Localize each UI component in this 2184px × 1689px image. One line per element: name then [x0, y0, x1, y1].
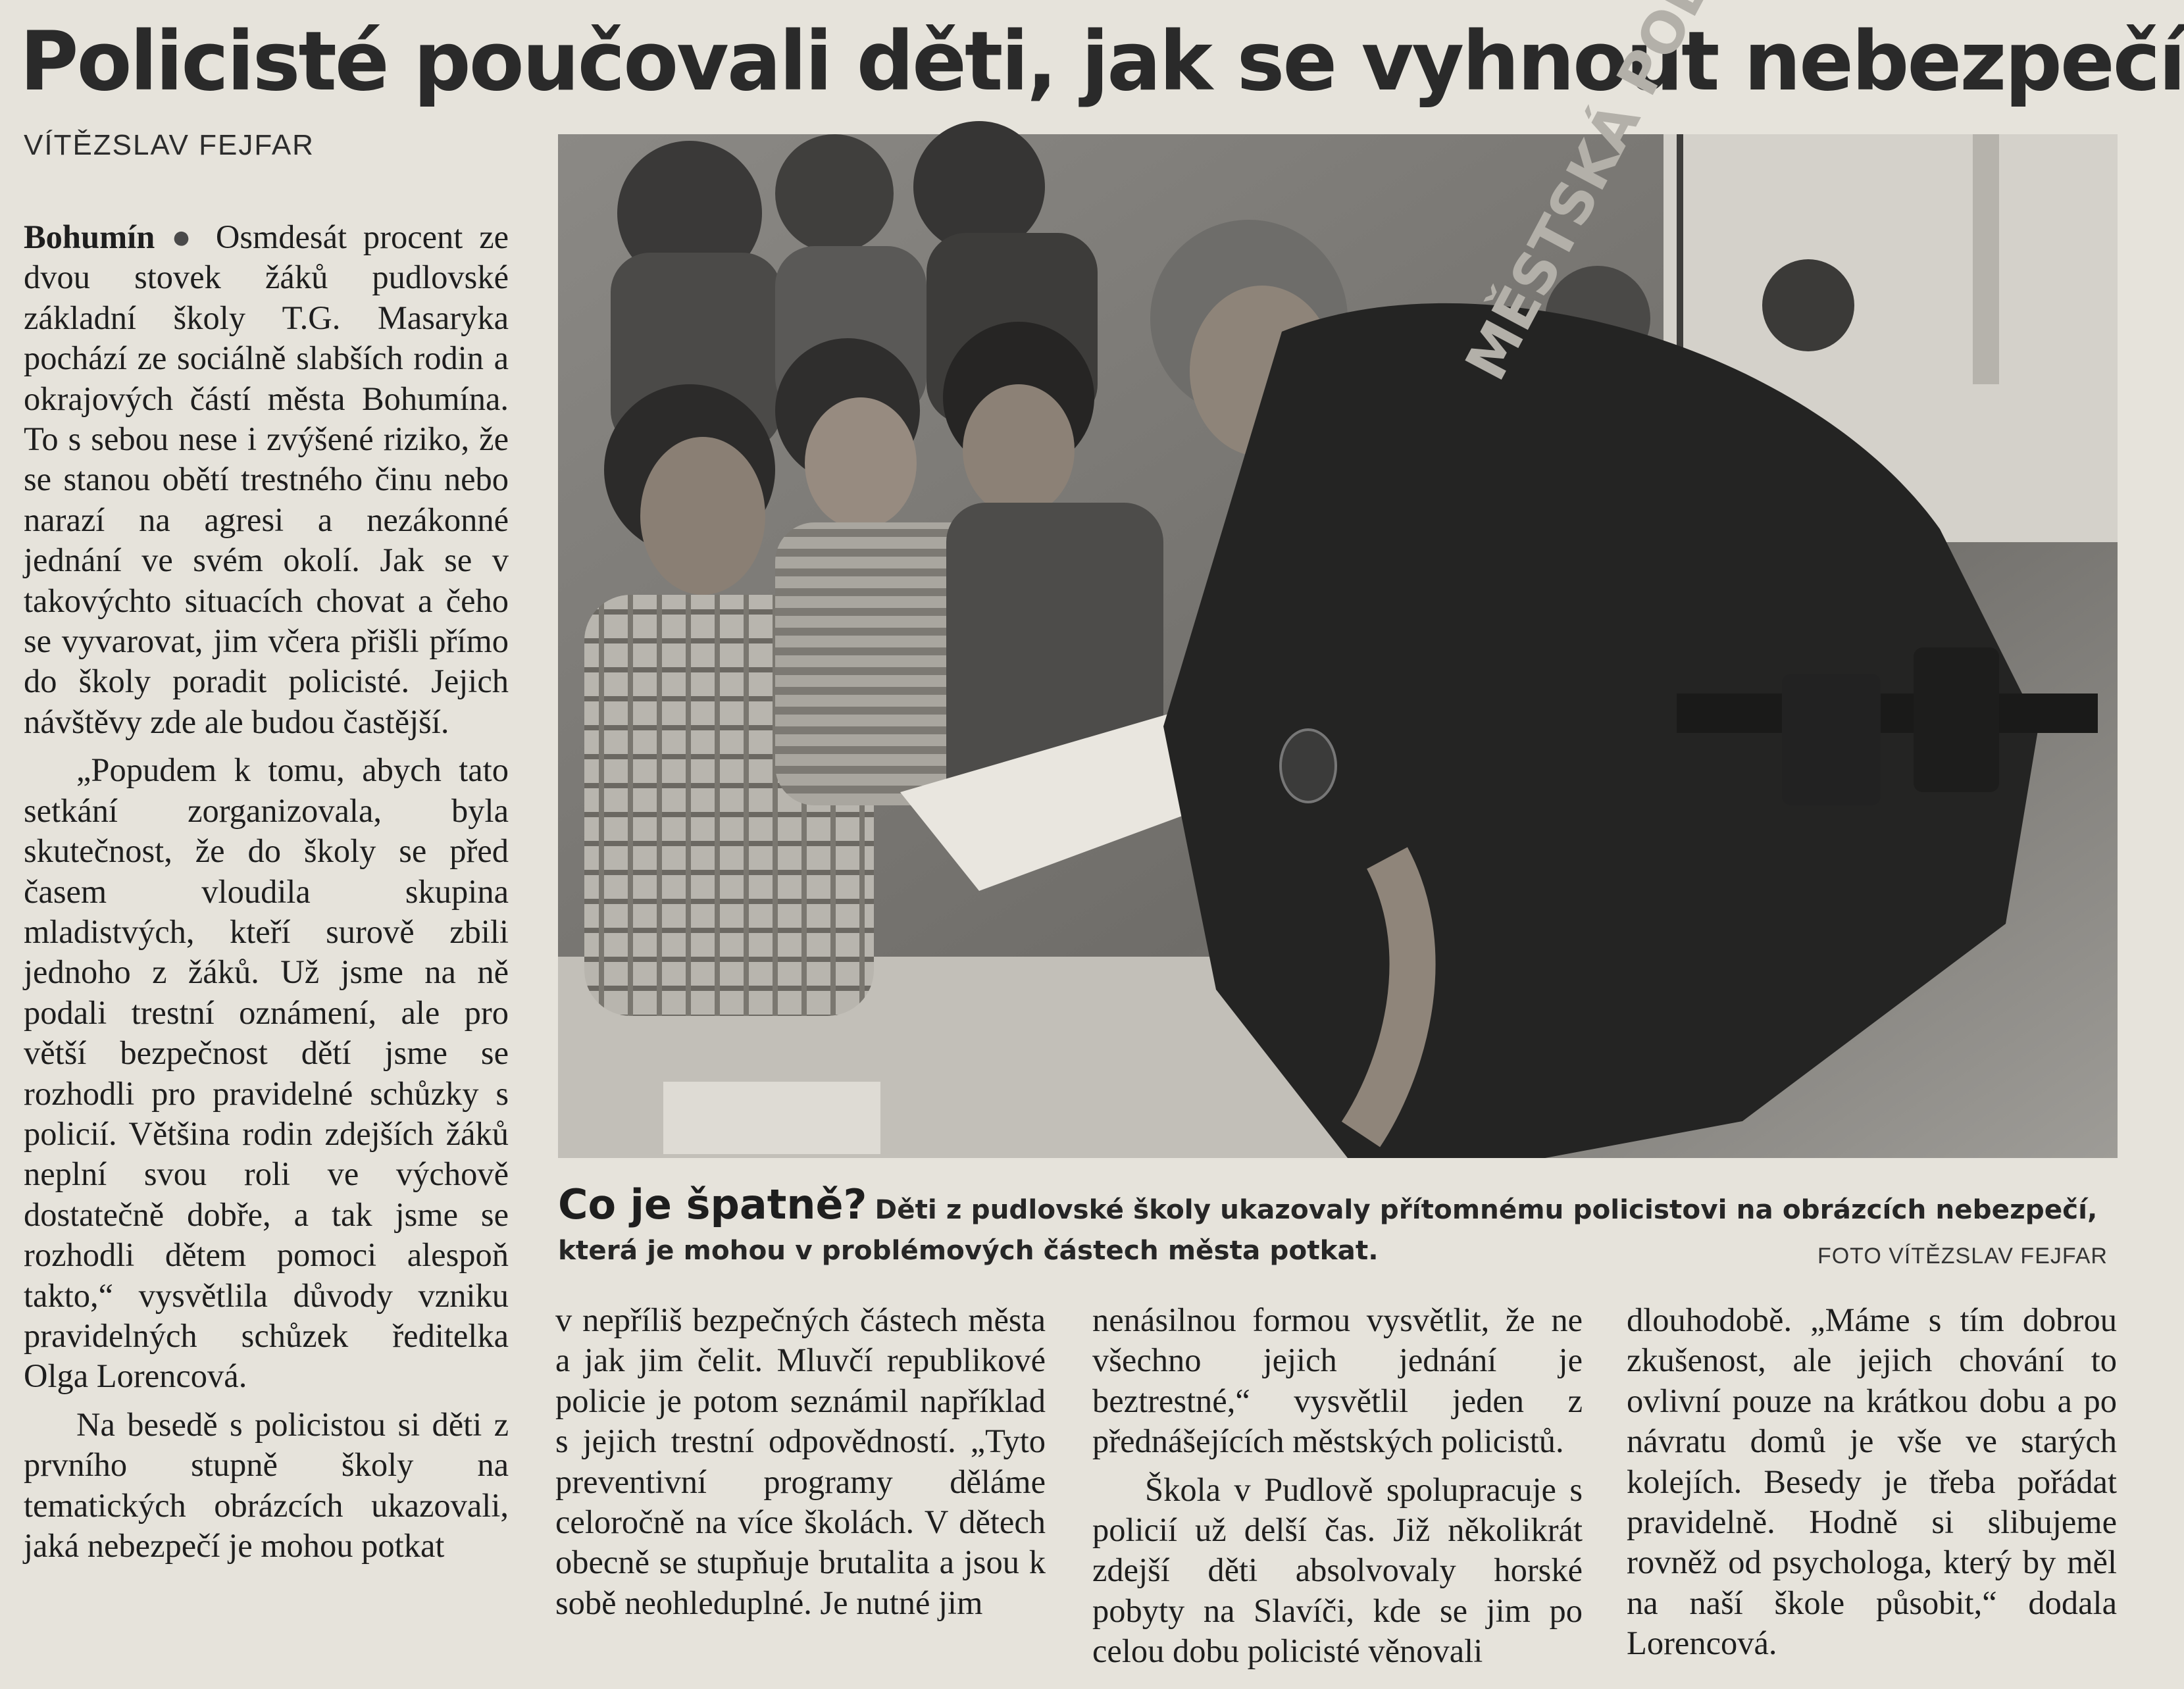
- headline: Policisté poučovali děti, jak se vyhnout nebezpečí: [20, 14, 2184, 109]
- paragraph-5: nenásilnou formou vysvětlit, že ne všechno jejich jednání je beztrestné,“ vysvětlil jeden z přednášejících městských policistů.: [1092, 1301, 1583, 1460]
- paragraph-6: Škola v Pudlově spolupracuje s policií už delší čas. Již několikrát zdejší děti absolvovaly horské pobyty na Slavíči, kde se jim po celou dobu policisté věnovali: [1092, 1471, 1583, 1670]
- photo-credit: FOTO VÍTĚZSLAV FEJFAR: [1817, 1244, 2108, 1269]
- dateline-bullet: ●: [171, 218, 199, 255]
- article-column-3: [1092, 1300, 1583, 1672]
- article-column-1: [24, 217, 509, 1566]
- caption-text: Děti z pudlovské školy ukazovaly přítomnému policistovi na obrázcích nebezpečí, která je mohou v problémových částech města potkat.: [558, 1194, 2098, 1266]
- paragraph-1: [24, 217, 509, 742]
- byline: VÍTĚZSLAV FEJFAR: [24, 129, 315, 161]
- paragraph-4: v nepříliš bezpečných částech města a jak jim čelit. Mluvčí republikové policie je potom seznámil například s jejich trestní odpovědností. „Tyto preventivní programy děláme celoročně na více školách. V dětech obecně se stupňuje brutalita a jsou k sobě neohleduplné. Je nutné jim: [555, 1301, 1046, 1621]
- caption-title: Co je špatně?: [558, 1180, 867, 1228]
- paragraph-3: Na besedě s policistou si děti z prvního stupně školy na tematických obrázcích ukazovali, jaká nebezpečí je mohou potkat: [24, 1405, 509, 1564]
- paragraph-7: dlouhodobě. „Máme s tím dobrou zkušenost, ale jejich chování to ovlivní pouze na krátkou dobu a po návratu domů je vše ve starých kolejích. Besedy je třeba pořádat pravidelně. Hodně si slibujeme rovněž od psychologa, který by měl na naší škole působit,“ dodala Lorencová.: [1627, 1301, 2117, 1662]
- dateline: Bohumín: [24, 218, 155, 255]
- photo-police-officer-with-children: [558, 134, 2118, 1158]
- article-column-4: [1627, 1300, 2117, 1664]
- news-photo: [558, 134, 2118, 1158]
- article-column-2: [555, 1300, 1046, 1623]
- paragraph-1-text: Osmdesát procent ze dvou stovek žáků pudlovské základní školy T.G. Masaryka pochází ze sociálně slabších rodin a okrajových částí města Bohumína. To s sebou nese i zvýšené riziko, že se stanou obětí trestného činu nebo narazí na agresi a nezákonné jednání ve svém okolí. Jak se v takovýchto situacích chovat a čeho se vyvarovat, jim včera přišli přímo do školy poradit policisté. Jejich návštěvy zde ale budou častější.: [24, 218, 509, 740]
- paragraph-2: „Popudem k tomu, abych tato setkání zorganizovala, byla skutečnost, že do školy se před časem vloudila skupina mladistvých, kteří surově zbili jednoho z žáků. Už jsme na ně podali trestní oznámení, ale pro větší bezpečnost dětí jsme se rozhodli pro pravidelné schůzky s policií. Většina rodin zdejších žáků neplní svou roli ve výchově dostatečně dobře, a tak jsme se rozhodli dětem pomoci alespoň takto,“ vysvětlila důvody vzniku pravidelných schůzek ředitelka Olga Lorencová.: [24, 751, 509, 1395]
